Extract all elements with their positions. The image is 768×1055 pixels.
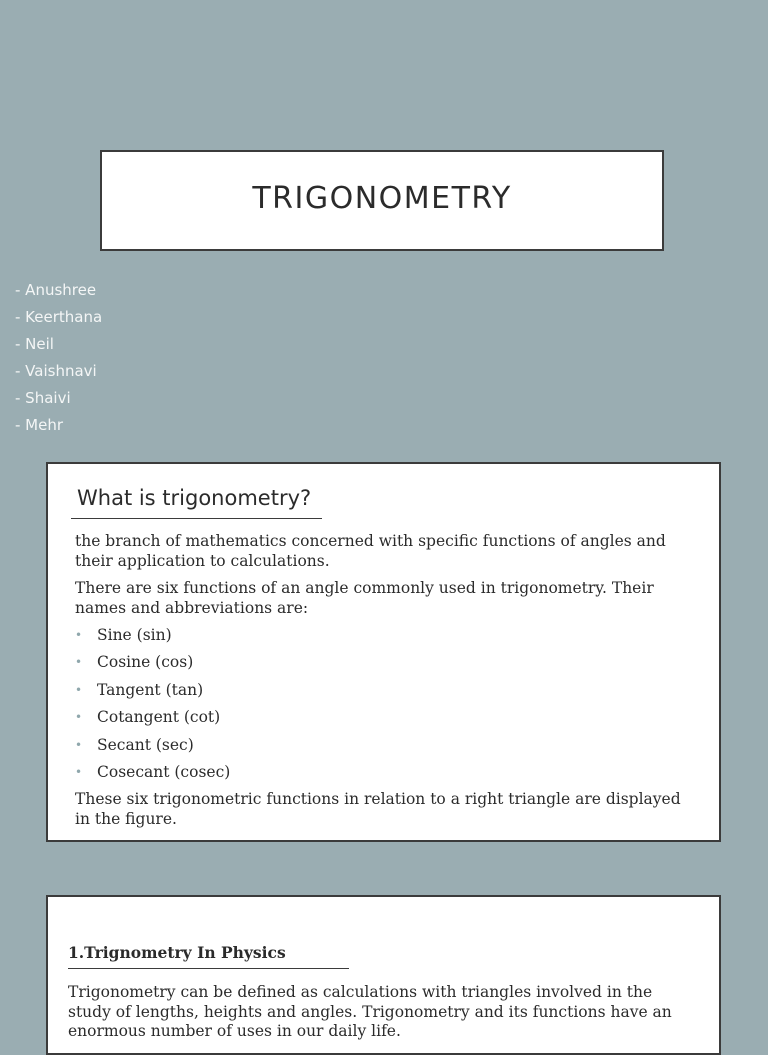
bullet-icon: • [75, 655, 83, 670]
bullet-icon: • [75, 628, 83, 642]
author-item: - Keerthana [15, 308, 103, 326]
intro-paragraph: There are six functions of an angle commonly used in trigonometry. Their names and abbreviations are: [75, 579, 654, 617]
section-body: Trigonometry can be defined as calculations with triangles involved in the study of lengths, heights and angles. Trigonometry and its functions have an enormous number of uses in our daily life. [68, 983, 672, 1040]
list-item [75, 653, 700, 680]
author-item: - Neil [15, 335, 54, 353]
author-item: - Vaishnavi [15, 362, 97, 380]
page-title: TRIGONOMETRY [252, 181, 512, 216]
list-item-label: Tangent (tan) [97, 680, 204, 699]
author-list [15, 279, 102, 441]
heading-underline [71, 518, 322, 519]
section-heading: 1.Trignometry In Physics [68, 943, 286, 962]
list-item-label: Sine (sin) [97, 626, 172, 644]
list-item-label: Secant (sec) [97, 735, 194, 754]
author-item: - Shaivi [15, 389, 71, 407]
what-is-trigonometry-card [46, 462, 721, 842]
function-list [75, 626, 700, 790]
closing-paragraph: These six trigonometric functions in relation to a right triangle are displayed in the figure. [75, 790, 681, 828]
section-body [75, 532, 700, 837]
heading-underline [68, 968, 349, 969]
list-item [75, 708, 700, 735]
list-item [75, 681, 700, 708]
physics-card [46, 895, 721, 1055]
bullet-icon: • [75, 710, 83, 725]
definition-paragraph: the branch of mathematics concerned with specific functions of angles and their application to calculations. [75, 532, 666, 570]
list-item-label: Cosine (cos) [97, 653, 194, 672]
section-heading: What is trigonometry? [77, 486, 312, 510]
bullet-icon: • [75, 764, 83, 779]
bullet-icon: • [75, 737, 83, 752]
list-item [75, 763, 700, 790]
title-box [100, 150, 664, 251]
list-item-label: Cotangent (cot) [97, 708, 221, 727]
list-item-label: Cosecant (cosec) [97, 762, 231, 781]
author-item: - Mehr [15, 416, 64, 434]
list-item [75, 736, 700, 763]
list-item [75, 626, 700, 653]
author-item: - Anushree [15, 281, 97, 299]
bullet-icon: • [75, 682, 83, 697]
